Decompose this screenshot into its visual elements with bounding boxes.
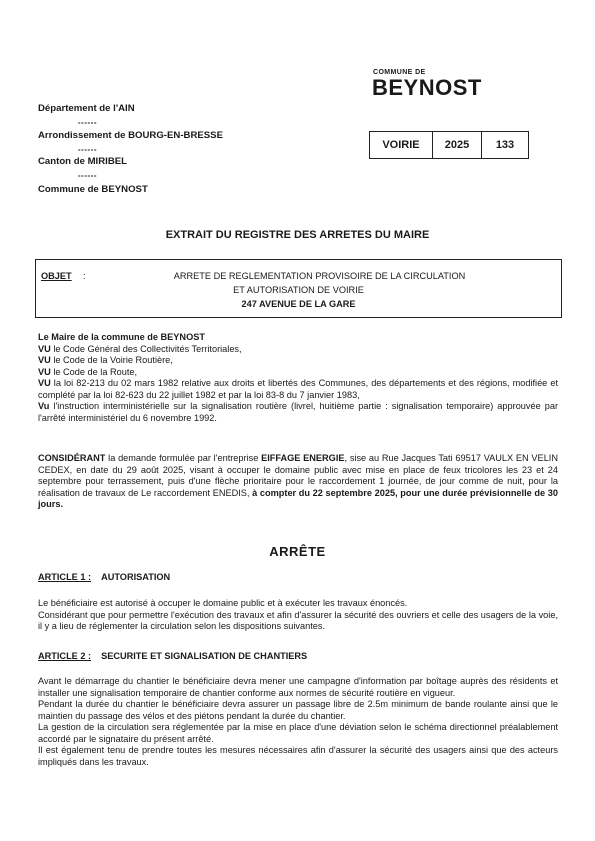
- logo-name: BEYNOST: [372, 75, 482, 100]
- visa-text: l'instruction interministérielle sur la signalisation routière (livrel, huitième partie : signalisation temporaire) approuvée par l'arrêté interministériel du 6 novembre 1992.: [38, 401, 558, 423]
- article-2-title: SECURITE ET SIGNALISATION DE CHANTIERS: [101, 651, 308, 661]
- article-2-label: ARTICLE 2 :: [38, 651, 92, 661]
- visa-item: [38, 378, 558, 401]
- header-separator: ------: [78, 171, 97, 180]
- reference-box: [369, 131, 529, 159]
- article-2-paragraph: Avant le démarrage du chantier le bénéficiaire devra mener une campagne d'information par boîtage auprès des résidents et installer une signalisation temporaire de chantier conforme aux normes de sécurité routière en vigueur.: [38, 676, 558, 698]
- visa-text: la loi 82-213 du 02 mars 1982 relative aux droits et libertés des Communes, des départements et des régions, modifiée et complété par la loi 82-623 du 22 juillet 1982 et par la loi 83-8 du 7 janvier 1983,: [38, 378, 558, 400]
- considerant-paragraph: [38, 453, 558, 511]
- considerant-text: la demande formulée par l'entreprise: [105, 453, 262, 463]
- visa-prefix: VU: [38, 355, 51, 365]
- article-1-label: ARTICLE 1 :: [38, 572, 92, 582]
- page-title: EXTRAIT DU REGISTRE DES ARRETES DU MAIRE: [165, 229, 430, 241]
- considerant-prefix: CONSIDÉRANT: [38, 453, 106, 463]
- header-departement: Département de l'AIN: [38, 103, 135, 114]
- article-1-heading: [38, 572, 170, 582]
- visa-prefix: VU: [38, 366, 51, 377]
- objet-line-1: ARRETE DE REGLEMENTATION PROVISOIRE DE LA CIRCULATION: [173, 271, 466, 281]
- visa-prefix: VU: [38, 378, 51, 388]
- objet-label: OBJET: [41, 271, 72, 281]
- visas-block: [38, 332, 558, 424]
- reference-number: 133: [495, 139, 515, 151]
- arrete-heading: ARRÊTE: [269, 544, 326, 559]
- header-canton: Canton de MIRIBEL: [38, 156, 128, 167]
- visa-item: [38, 355, 558, 367]
- reference-service: VOIRIE: [370, 132, 433, 158]
- article-1-body: [38, 598, 558, 633]
- visa-item: [38, 367, 558, 379]
- visa-prefix: VU: [38, 343, 51, 354]
- visa-item: [38, 401, 558, 424]
- header-arrondissement: Arrondissement de BOURG-EN-BRESSE: [38, 130, 223, 141]
- header-separator: ------: [78, 145, 97, 154]
- article-2-body: [38, 676, 558, 768]
- article-1-paragraph: Considérant que pour permettre l'exécution des travaux et afin d'assurer la sécurité des ouvriers et celle des usagers de la voie, il y a lieu de réglementer la circulation selon les dispositions suivantes.: [38, 609, 558, 631]
- visa-text: le Code Général des Collectivités Territoriales,: [50, 343, 242, 354]
- objet-line-2: ET AUTORISATION DE VOIRIE: [233, 285, 364, 295]
- article-1-title: AUTORISATION: [101, 572, 171, 582]
- reference-year: 2025: [433, 132, 482, 158]
- header-separator: ------: [78, 118, 97, 127]
- article-2-paragraph: La gestion de la circulation sera réglementée par la mise en place d'une déviation selon le schéma directionnel préalablement accordé par le signataire du présent arrêté.: [38, 722, 558, 744]
- objet-colon: :: [83, 271, 86, 281]
- article-2-paragraph: Il est également tenu de prendre toutes les mesures nécessaires afin d'assurer la sécurité des usagers ainsi que des acteurs impliqués dans les travaux.: [38, 745, 558, 767]
- considerant-duration: à compter du 22 septembre 2025, pour une durée prévisionnelle de 30 jours.: [38, 487, 558, 509]
- visa-text: le Code de la Route,: [50, 366, 138, 377]
- considerant-company: EIFFAGE ENERGIE: [261, 453, 345, 463]
- logo-subtitle: COMMUNE DE: [373, 69, 426, 76]
- header-commune: Commune de BEYNOST: [38, 184, 148, 195]
- visa-text: le Code de la Voirie Routière,: [50, 355, 173, 365]
- article-1-paragraph: Le bénéficiaire est autorisé à occuper le domaine public et à exécuter les travaux énoncés.: [38, 598, 408, 608]
- considerant-text: , sise au Rue Jacques Tati 69517 VAULX EN VELIN CEDEX, en date du 29 août 2025, visant à occuper le domaine public avec mise en place de feux tricolores les 23 et 24 septembre pour terrassement, puis d'une flèche prioritaire pour le raccordement 1 journée, de jour comme de nuit, pour la réalisation de travaux de Le raccordement ENEDIS,: [38, 453, 558, 498]
- objet-box: [35, 259, 562, 318]
- article-2-heading: [38, 651, 307, 661]
- visas-intro: Le Maire de la commune de BEYNOST: [38, 332, 205, 342]
- visa-item: [38, 344, 558, 356]
- article-2-paragraph: Pendant la durée du chantier le bénéficiaire devra assurer un passage libre de 2.5m minimum de bande roulante ainsi que le maintien du passage des vélos et des piétons pendant la durée du chantier.: [38, 699, 558, 721]
- objet-address: 247 AVENUE DE LA GARE: [241, 299, 356, 309]
- visa-prefix: Vu: [38, 401, 50, 411]
